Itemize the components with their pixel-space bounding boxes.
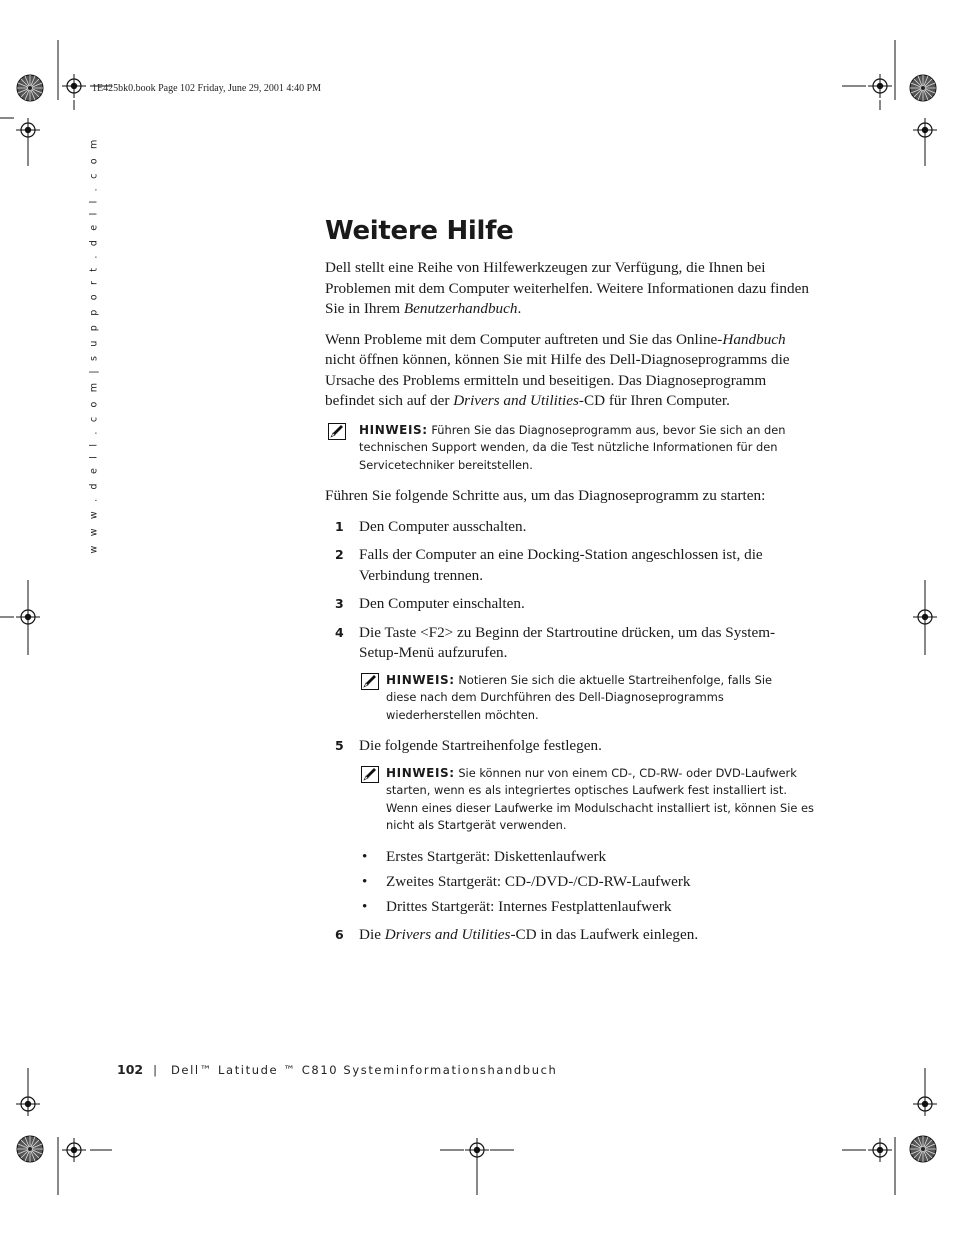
list-item [325,847,817,868]
para2-i1: Handbuch [722,330,786,348]
note-2 [358,672,786,725]
main-content [325,212,817,954]
page-number: 102 [117,1062,144,1077]
intro-end: . [517,300,522,317]
note-pencil-icon [328,423,346,446]
para2-i2: Drivers and Utilities [453,392,579,409]
note-label: HINWEIS: [386,765,455,780]
step-3 [325,594,817,615]
intro-paragraph [325,258,817,320]
note-text: Notieren Sie sich die aktuelle Startreihenfolge, falls Sie diese nach dem Durchführen des Dell-Diagnoseprogramms wiederherstellen möchten. [386,672,772,722]
step-number: 1 [335,518,344,534]
list-item [325,872,817,893]
boot-order-list [325,847,817,918]
step-text: Die Taste <F2> zu Beginn der Startroutine drücken, um das System-Setup-Menü aufzurufen. [359,623,776,661]
book-title: Dell™ Latitude ™ C810 Systeminformationshandbuch [170,1063,558,1077]
step-4 [325,623,799,664]
note-text: Führen Sie das Diagnoseprogramm aus, bevor Sie sich an den technischen Support wenden, da die Test nützliche Informationen für den Servicetechniker bereitstellen. [359,422,786,472]
printer-note: 1E425bk0.book Page 102 Friday, June 29, 2001 4:40 PM [92,83,322,94]
note-label: HINWEIS: [386,672,455,687]
note-text: Sie können nur von einem CD-, CD-RW- oder DVD-Laufwerk starten, wenn es als integriertes optisches Laufwerk fest installiert ist. Wenn eines dieser Laufwerke im Modulschacht installiert ist, können Sie es nicht als Startgerät verwenden. [386,765,814,832]
step-number: 2 [335,547,344,562]
step-5 [325,736,817,757]
step-text-end: -CD in das Laufwerk einlegen. [510,926,699,943]
note-label: HINWEIS: [359,422,428,437]
note-3 [358,765,817,835]
step-text-start: Die [359,926,385,943]
step-1 [325,517,817,538]
step-text-italic: Drivers and Utilities [384,926,511,943]
step-number: 4 [335,624,344,640]
para2-t1: Wenn Probleme mit dem Computer auftreten und Sie das Online- [325,330,723,348]
bullet-text: Drittes Startgerät: Internes Festplattenlaufwerk [386,897,672,915]
bullet-text: Erstes Startgerät: Diskettenlaufwerk [386,847,607,865]
steps-lead: Führen Sie folgende Schritte aus, um das Diagnoseprogramm zu starten: [325,487,766,504]
note-1 [325,422,817,475]
footer-separator: | [153,1063,157,1077]
para2-t2: nicht öffnen können, können Sie mit Hilfe des Dell-Diagnoseprogramms die Ursache des Problems ermitteln und beseitigen. Das Diagnoseprogramm befindet sich auf der [325,351,790,409]
step-2 [325,545,799,586]
step-text: Falls der Computer an eine Docking-Station angeschlossen ist, die Verbindung trennen. [359,546,763,584]
list-item [325,897,817,918]
note-pencil-icon [361,766,379,789]
step-number: 3 [335,596,344,611]
intro-text: Dell stellt eine Reihe von Hilfewerkzeugen zur Verfügung, die Ihnen bei Problemen mit dem Computer weiterhelfen. Weitere Informationen dazu finden Sie in Ihrem [325,259,809,317]
note-pencil-icon [361,673,379,696]
intro-italic: Benutzerhandbuch [403,300,518,317]
step-6 [325,925,817,946]
side-url: w w w . d e l l . c o m | s u p p o r t . d e l l . c o m [88,136,100,554]
para2-t3: -CD für Ihren Computer. [578,392,730,409]
step-text: Die folgende Startreihenfolge festlegen. [359,737,602,754]
step-text: Den Computer ausschalten. [359,517,527,535]
step-number: 6 [335,927,344,942]
step-number: 5 [335,738,344,753]
step-text: Den Computer einschalten. [359,595,525,612]
bullet-icon: • [362,847,368,865]
diagnostics-paragraph [325,330,817,412]
bullet-text: Zweites Startgerät: CD-/DVD-/CD-RW-Laufwerk [386,872,691,890]
page-title: Weitere Hilfe [325,216,514,246]
page-footer [117,1062,557,1077]
bullet-icon: • [362,897,368,915]
bullet-icon: • [362,872,368,890]
